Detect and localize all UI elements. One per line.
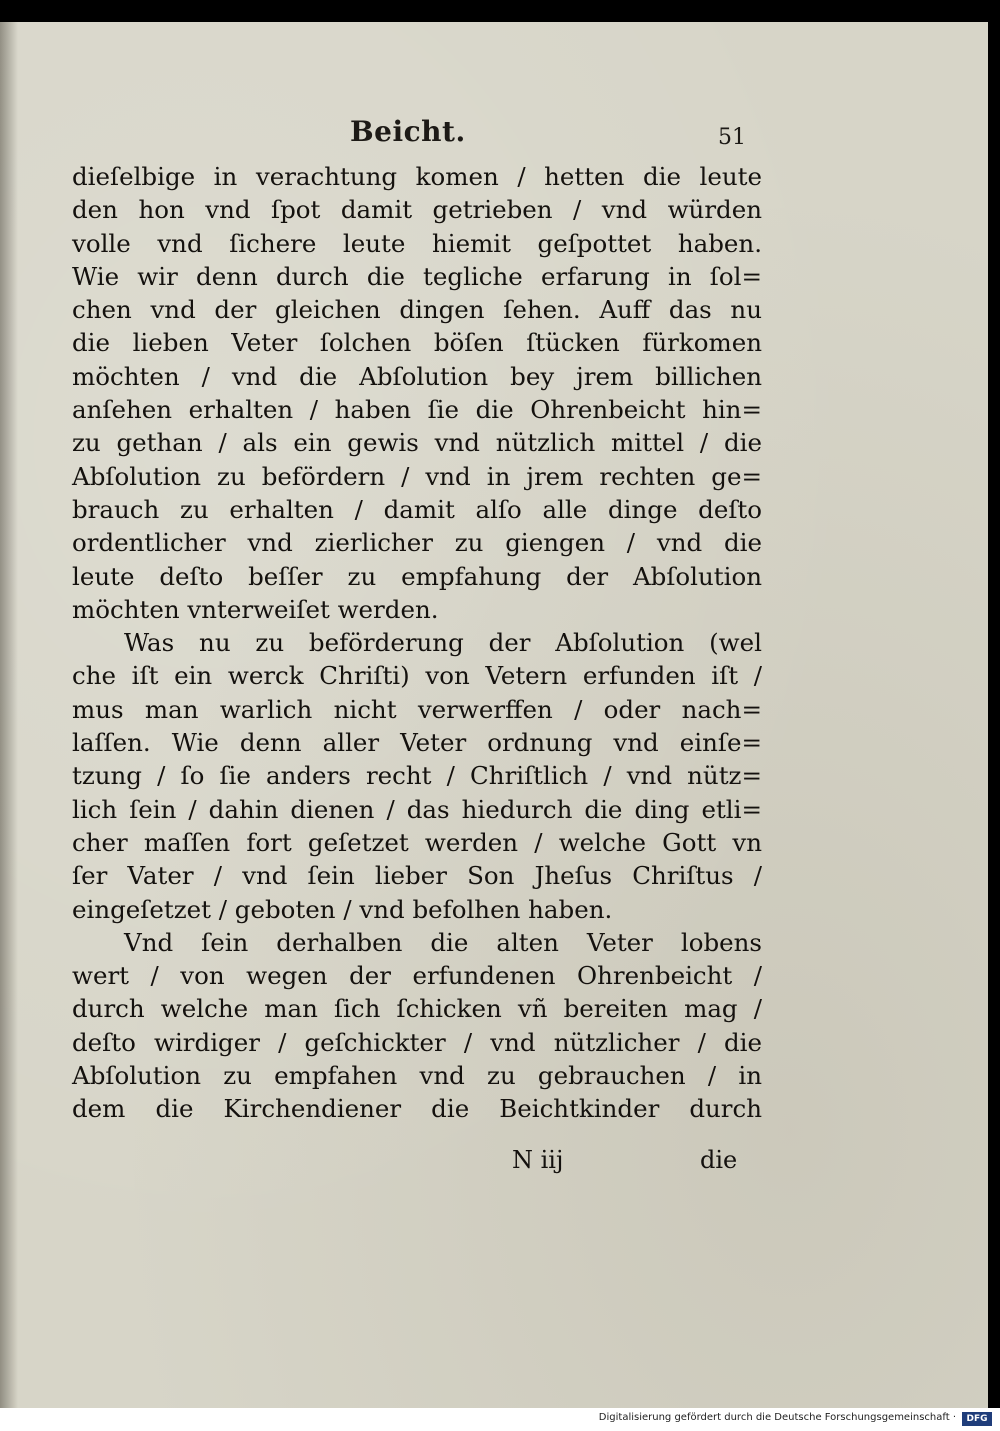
book-page <box>0 22 988 1408</box>
text-line: eingeſetzet / geboten / vnd befolhen haben. <box>72 894 613 924</box>
text-line: zu gethan / als ein gewis vnd nützlich mittel / die <box>72 428 762 458</box>
text-line: Was nu zu beförderung der Abſolution (wel <box>124 628 762 658</box>
text-line: den hon vnd ſpot damit getrieben / vnd würden <box>72 195 762 225</box>
page-number: 51 <box>718 125 746 150</box>
text-line: die lieben Veter ſolchen böſen ſtücken fürkomen <box>72 328 762 358</box>
signature-mark: N iij <box>512 1146 564 1174</box>
text-line: cher maſſen fort geſetzet werden / welche Gott vn <box>72 827 762 857</box>
digitization-footer <box>0 1408 1000 1431</box>
page-footer-marks <box>500 1146 760 1180</box>
text-line: möchten vnterweiſet werden. <box>72 594 439 624</box>
text-line: leute deſto beſſer zu empfahung der Abſolution <box>72 561 762 591</box>
text-line: che iſt ein werck Chriſti) von Vetern erfunden iſt / <box>72 661 762 691</box>
text-line: deſto wirdiger / geſchickter / vnd nützlicher / die <box>72 1027 762 1057</box>
text-line: tzung / ſo ſie anders recht / Chriſtlich / vnd nütz= <box>72 761 762 791</box>
text-line: volle vnd ſichere leute hiemit geſpottet haben. <box>72 228 762 258</box>
text-line: lich ſein / dahin dienen / das hiedurch die ding etli= <box>72 794 762 824</box>
gutter-shadow <box>0 22 18 1408</box>
text-line: laſſen. Wie denn aller Veter ordnung vnd einſe= <box>72 728 762 758</box>
text-line: dem die Kirchendiener die Beichtkinder durch <box>72 1094 762 1124</box>
text-line: Abſolution zu befördern / vnd in jrem rechten ge= <box>72 461 762 491</box>
text-block <box>72 160 762 1126</box>
text-line: Abſolution zu empfahen vnd zu gebrauchen / in <box>72 1061 762 1091</box>
text-line: ſer Vater / vnd ſein lieber Son Jheſus Chriſtus / <box>72 861 762 891</box>
text-line: dieſelbige in verachtung komen / hetten die leute <box>72 162 762 191</box>
text-line: möchten / vnd die Abſolution bey jrem billichen <box>72 361 762 391</box>
text-line: wert / von wegen der erfundenen Ohrenbeicht / <box>72 961 762 991</box>
text-line: brauch zu erhalten / damit alſo alle dinge deſto <box>72 494 762 524</box>
text-line: ordentlicher vnd zierlicher zu giengen / vnd die <box>72 528 762 558</box>
dfg-logo-icon: DFG <box>962 1412 992 1426</box>
text-line: Vnd ſein derhalben die alten Veter lobens <box>124 927 762 957</box>
text-line: durch welche man ſich ſchicken vñ bereiten mag / <box>72 994 762 1024</box>
text-line: chen vnd der gleichen dingen ſehen. Auff das nu <box>72 295 762 325</box>
funding-credit: Digitalisierung gefördert durch die Deutsche Forschungsgemeinschaft · <box>598 1412 956 1423</box>
text-line: Wie wir denn durch die tegliche erfarung in ſol= <box>72 261 762 291</box>
catchword: die <box>700 1146 738 1174</box>
text-line: mus man warlich nicht verwerffen / oder nach= <box>72 694 762 724</box>
running-head: Beicht. <box>350 115 466 148</box>
text-line: anſehen erhalten / haben ſie die Ohrenbeicht hin= <box>72 395 762 425</box>
